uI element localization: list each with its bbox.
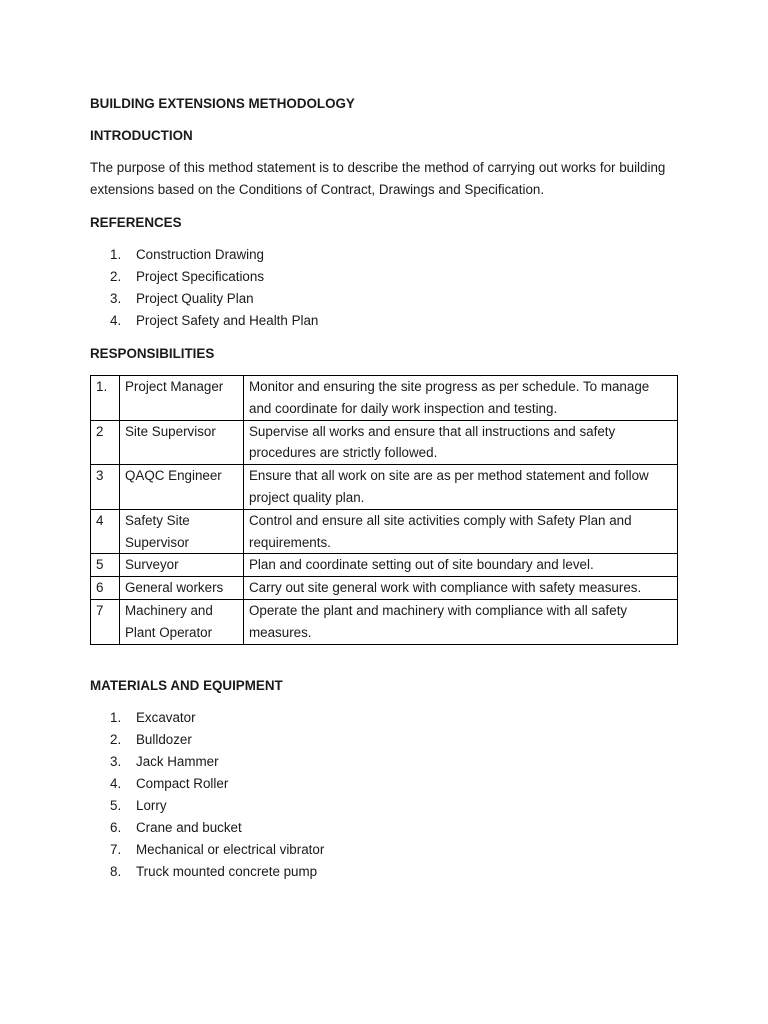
list-item-text: Truck mounted concrete pump — [136, 863, 318, 879]
list-item-text: Jack Hammer — [136, 753, 219, 769]
references-list — [90, 244, 680, 332]
list-item — [90, 288, 680, 310]
list-item — [90, 707, 680, 729]
list-item-text: Excavator — [136, 709, 196, 725]
list-item-number: 4. — [110, 775, 122, 791]
list-item-text: Crane and bucket — [136, 819, 242, 835]
row-duty: Carry out site general work with compliance with safety measures. — [244, 577, 678, 600]
list-item — [90, 266, 680, 288]
list-item-number: 5. — [110, 797, 122, 813]
row-role: Safety Site Supervisor — [120, 509, 244, 554]
row-role: Site Supervisor — [120, 420, 244, 465]
row-duty: Plan and coordinate setting out of site boundary and level. — [244, 554, 678, 577]
materials-list — [90, 707, 680, 883]
row-duty: Ensure that all work on site are as per method statement and follow project quality plan. — [244, 465, 678, 510]
introduction-body: The purpose of this method statement is to describe the method of carrying out works for building extensions based on the Conditions of Contract, Drawings and Specification. — [90, 160, 666, 197]
document-page — [90, 93, 680, 883]
list-item-text: Construction Drawing — [136, 247, 265, 262]
list-item-number: 3. — [110, 753, 122, 769]
list-item-number: 2. — [110, 269, 122, 284]
list-item — [90, 729, 680, 751]
list-item-text: Lorry — [136, 797, 167, 813]
list-item-number: 8. — [110, 863, 122, 879]
row-number: 1. — [91, 376, 120, 421]
table-row — [91, 599, 678, 644]
table-row — [91, 509, 678, 554]
table-row — [91, 465, 678, 510]
row-number: 6 — [91, 577, 120, 600]
list-item — [90, 817, 680, 839]
list-item-text: Project Safety and Health Plan — [136, 313, 319, 328]
responsibilities-heading: RESPONSIBILITIES — [90, 346, 215, 361]
table-row — [91, 554, 678, 577]
list-item-text: Project Quality Plan — [136, 291, 254, 306]
introduction-heading: INTRODUCTION — [90, 128, 193, 143]
list-item-text: Bulldozer — [136, 731, 192, 747]
table-row — [91, 376, 678, 421]
row-role: General workers — [120, 577, 244, 600]
row-number: 5 — [91, 554, 120, 577]
list-item-number: 1. — [110, 247, 122, 262]
list-item — [90, 861, 680, 883]
document-title: BUILDING EXTENSIONS METHODOLOGY — [90, 96, 355, 111]
row-duty: Control and ensure all site activities comply with Safety Plan and requirements. — [244, 509, 678, 554]
list-item — [90, 773, 680, 795]
row-role: Project Manager — [120, 376, 244, 421]
table-row — [91, 420, 678, 465]
list-item-number: 7. — [110, 841, 122, 857]
list-item-text: Project Specifications — [136, 269, 265, 284]
list-item — [90, 839, 680, 861]
row-role: Surveyor — [120, 554, 244, 577]
list-item-text: Compact Roller — [136, 775, 229, 791]
list-item-text: Mechanical or electrical vibrator — [136, 841, 325, 857]
row-number: 4 — [91, 509, 120, 554]
references-heading: REFERENCES — [90, 215, 182, 230]
table-row — [91, 577, 678, 600]
row-role: QAQC Engineer — [120, 465, 244, 510]
list-item-number: 1. — [110, 709, 122, 725]
list-item — [90, 244, 680, 266]
list-item — [90, 795, 680, 817]
row-duty: Supervise all works and ensure that all instructions and safety procedures are strictly followed. — [244, 420, 678, 465]
list-item-number: 4. — [110, 313, 122, 328]
list-item — [90, 751, 680, 773]
list-item-number: 3. — [110, 291, 122, 306]
row-number: 2 — [91, 420, 120, 465]
materials-heading: MATERIALS AND EQUIPMENT — [90, 677, 283, 693]
list-item-number: 6. — [110, 819, 122, 835]
list-item-number: 2. — [110, 731, 122, 747]
row-number: 3 — [91, 465, 120, 510]
row-number: 7 — [91, 599, 120, 644]
row-duty: Operate the plant and machinery with compliance with all safety measures. — [244, 599, 678, 644]
responsibilities-table — [90, 375, 678, 645]
list-item — [90, 310, 680, 332]
row-duty: Monitor and ensuring the site progress as per schedule. To manage and coordinate for daily work inspection and testing. — [244, 376, 678, 421]
row-role: Machinery and Plant Operator — [120, 599, 244, 644]
